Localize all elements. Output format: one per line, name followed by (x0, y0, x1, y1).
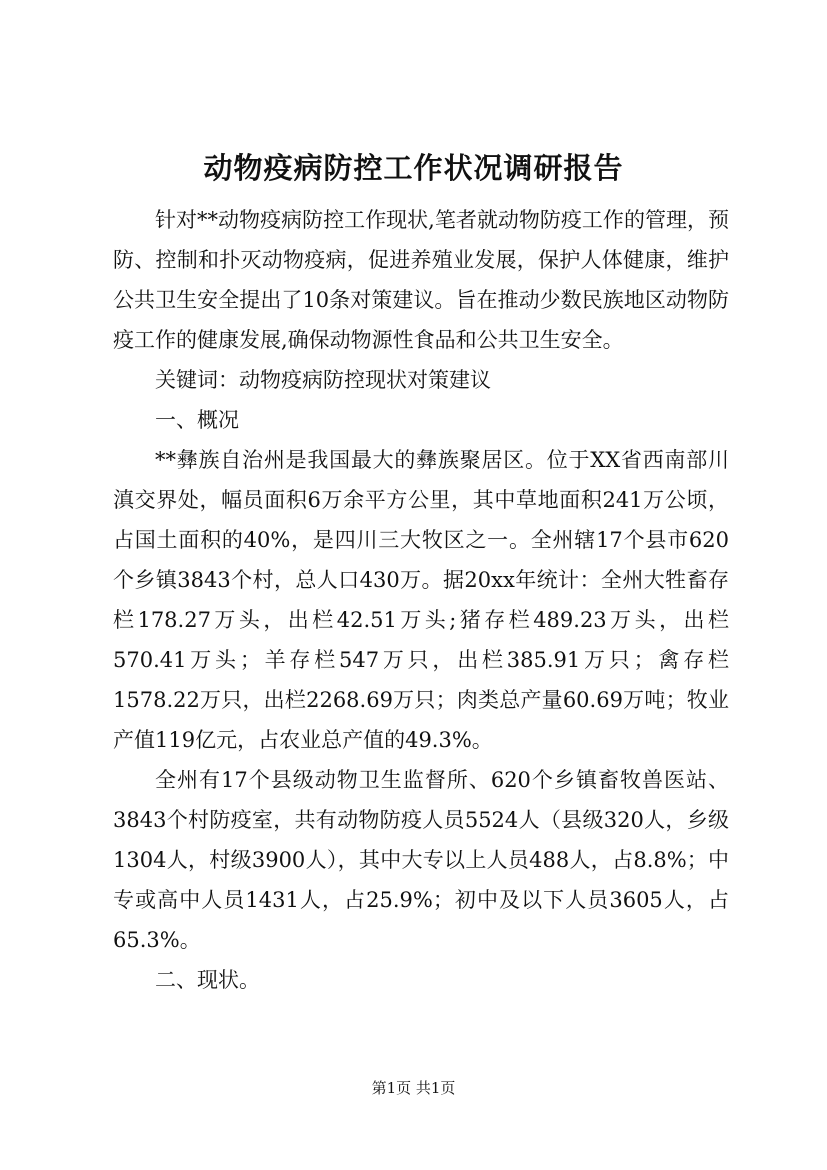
paragraph-keywords: 关键词：动物疫病防控现状对策建议 (155, 368, 491, 392)
page-footer: 第1页 共1页 (371, 1079, 456, 1097)
paragraph-overview: **彝族自治州是我国最大的彝族聚居区。位于XX省西南部川滇交界处，幅员面积6万余平方公里，其中草地面积241万公顷，占国土面积的40%，是四川三大牧区之一。全州辖17个县市620个乡镇3843个村，总人口430万。据20xx年统计：全州大牲畜存栏178.27万头，出栏42.51万头;猪存栏489.23万头，出栏570.41万头；羊存栏547万只，出栏385.91万只；禽存栏1578.22万只，出栏2268.69万只；肉类总产量60.69万吨；牧业产值119亿元，占农业总产值的49.3%。 (113, 448, 729, 752)
paragraph-staff: 全州有17个县级动物卫生监督所、620个乡镇畜牧兽医站、3843个村防疫室，共有动物防疫人员5524人（县级320人，乡级1304人，村级3900人），其中大专以上人员488人，占8.8%；中专或高中人员1431人，占25.9%；初中及以下人员3605人，占65.3%。 (113, 768, 729, 952)
section-heading-overview: 一、概况 (155, 408, 239, 432)
document-title: 动物疫病防控工作状况调研报告 (203, 151, 624, 185)
document-body (113, 200, 729, 1000)
paragraph-abstract: 针对**动物疫病防控工作现状,笔者就动物防疫工作的管理，预防、控制和扑灭动物疫病，促进养殖业发展，保护人体健康，维护公共卫生安全提出了10条对策建议。旨在推动少数民族地区动物防疫工作的健康发展,确保动物源性食品和公共卫生安全。 (113, 208, 729, 352)
section-heading-status: 二、现状。 (155, 968, 260, 992)
